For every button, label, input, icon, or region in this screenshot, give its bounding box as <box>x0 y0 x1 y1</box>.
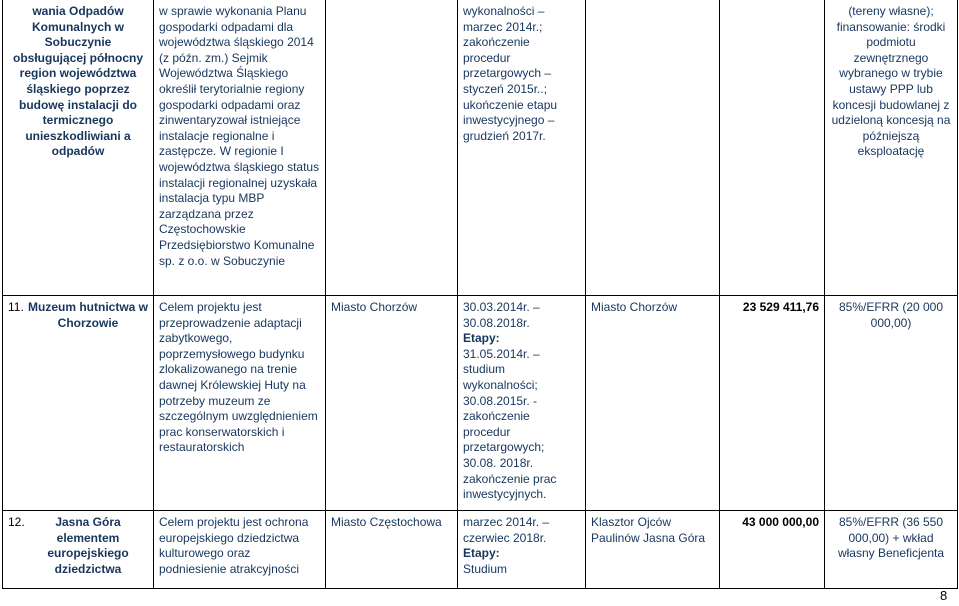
project-name: Muzeum hutnictwa w Chorzowie <box>28 300 148 330</box>
project-name-cell <box>3 0 154 296</box>
schedule <box>463 300 580 503</box>
funding: 85%/EFRR (36 550 000,00) + wkład własny Beneficjenta <box>837 515 945 561</box>
schedule-stages: Studium <box>463 561 508 576</box>
financing-cell <box>825 0 958 296</box>
schedule-line: marzec 2014r. – <box>463 515 550 529</box>
schedule-stages: 31.05.2014r. – studium wykonalności; 30.08.2015r. - zakończenie procedur przetargowych; 30.08. 2018r. zakończenie prac inwestycyjnych. <box>463 346 557 502</box>
schedule-stages-label: Etapy: <box>463 546 500 561</box>
partner-cell <box>326 0 458 296</box>
project-name-cell <box>3 511 154 589</box>
schedule <box>463 515 580 577</box>
cost: 23 529 411,76 <box>742 300 819 314</box>
funding-cell <box>825 296 958 511</box>
cost-cell <box>720 296 825 511</box>
schedule-cell <box>458 0 586 296</box>
cost-cell <box>720 511 825 589</box>
project-name: wania Odpadów Komunalnych w Sobuczynie obsługującej północny region województwa śląskiego poprzez budowę instalacji do termicznego unieszkodliwiani a odpadów <box>12 4 143 159</box>
partner: Miasto Chorzów <box>331 300 418 314</box>
schedule: wykonalności – marzec 2014r.; zakończenie procedur przetargowych – styczeń 2015r..; ukończenie etapu inwestycyjnego – grudzień 2017r. <box>463 4 558 143</box>
owner: Miasto Chorzów <box>591 300 678 314</box>
schedule-cell <box>458 296 586 511</box>
page-number: 8 <box>940 588 948 603</box>
partner-cell <box>326 296 458 511</box>
schedule-stages-label: Etapy: <box>463 331 500 346</box>
project-name: Jasna Góra elementem europejskiego dziedzictwa <box>47 515 129 576</box>
schedule-cell <box>458 511 586 589</box>
project-number: 12. <box>8 515 25 529</box>
project-description: Celem projektu jest ochrona europejskiego dziedzictwa kulturowego oraz podniesienie atrakcyjności <box>159 515 309 576</box>
project-description-cell <box>154 296 326 511</box>
project-name-cell <box>3 296 154 511</box>
financing: (tereny własne); finansowanie: środki podmiotu zewnętrznego wybranego w trybie ustawy PPP lub koncesji budowlanej z udzieloną koncesją na późniejszą eksploatację <box>831 4 951 159</box>
project-description-cell <box>154 511 326 589</box>
schedule-line: 30.08.2018r. <box>463 315 530 330</box>
cost-cell <box>720 0 825 296</box>
project-description: Celem projektu jest przeprowadzenie adaptacji zabytkowego, poprzemysłowego budynku zlokalizowanego na trenie dawnej Królewskiej Huty na potrzeby muzeum ze szczególnym uwzględnieniem prac konserwatorskich i restauratorskich <box>159 300 318 455</box>
project-description: w sprawie wykonania Planu gospodarki odpadami dla województwa śląskiego 2014 (z późn. zm.) Sejmik Województwa Śląskiego określił terytorialnie regiony gospodarki odpadami oraz zinwentaryzował istniejące instalacje regionalne i zastępcze. W regionie I województwa śląskiego status instalacji regionalnej uzyskała instalacja typu MBP zarządzana przez Częstochowskie Przedsiębiorstwo Komunalne sp. z o.o. w Sobuczynie <box>159 4 320 268</box>
partner-cell <box>326 511 458 589</box>
cost: 43 000 000,00 <box>742 515 819 529</box>
owner-cell <box>586 0 720 296</box>
table-row <box>3 296 958 511</box>
funding-cell <box>825 511 958 589</box>
owner: Klasztor Ojców Paulinów Jasna Góra <box>591 515 706 545</box>
project-number: 11. <box>8 300 24 314</box>
owner-cell <box>586 511 720 589</box>
projects-table <box>2 0 958 589</box>
table-row <box>3 511 958 589</box>
table-row <box>3 0 958 296</box>
project-description-cell <box>154 0 326 296</box>
schedule-line: 30.03.2014r. – <box>463 300 540 314</box>
schedule-line: czerwiec 2018r. <box>463 530 547 545</box>
owner-cell <box>586 296 720 511</box>
partner: Miasto Częstochowa <box>331 515 442 529</box>
funding: 85%/EFRR (20 000 000,00) <box>838 300 944 330</box>
